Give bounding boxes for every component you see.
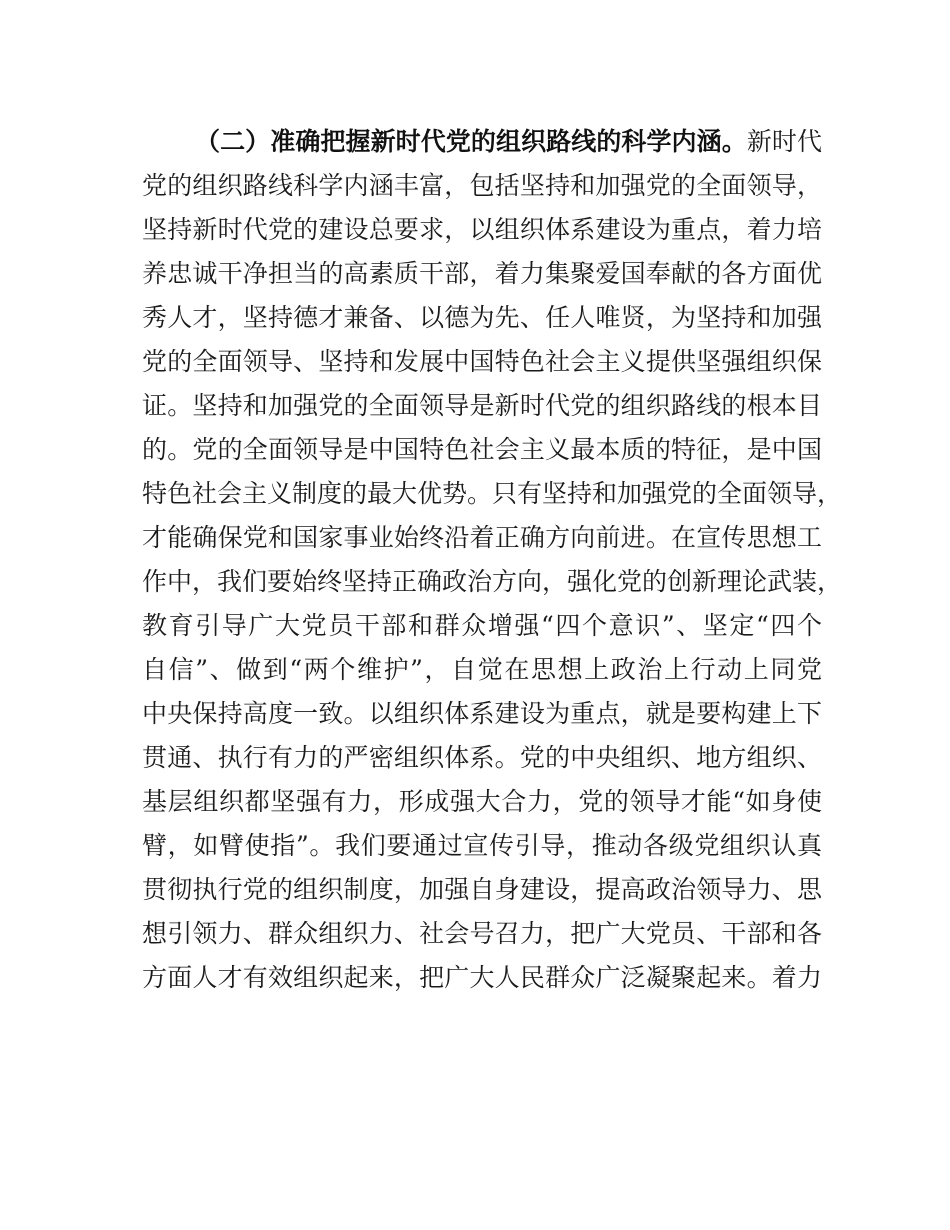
paragraph-line-9: 特色社会主义制度的最大优势。只有坚持和加强党的全面领导，: [142, 479, 843, 508]
paragraph-line-1: [195, 122, 822, 162]
paragraph-line-18: 贯彻执行党的组织制度，加强自身建设，提高政治领导力、思: [142, 875, 822, 904]
paragraph-line-10: 才能确保党和国家事业始终沿着正确方向前进。在宣传思想工: [142, 523, 822, 552]
paragraph-line-4: 养忠诚干净担当的高素质干部，着力集聚爱国奉献的各方面优: [142, 259, 822, 288]
paragraph-line-15: 贯通、执行有力的严密组织体系。党的中央组织、地方组织、: [142, 743, 822, 772]
paragraph-line-19: 想引领力、群众组织力、社会号召力，把广大党员、干部和各: [142, 919, 822, 948]
paragraph-line-14: 中央保持高度一致。以组织体系建设为重点，就是要构建上下: [142, 699, 822, 728]
paragraph-line-17: 臂，如臂使指”。我们要通过宣传引导，推动各级党组织认真: [142, 831, 822, 860]
paragraph-line-7: 证。坚持和加强党的全面领导是新时代党的组织路线的根本目: [142, 391, 822, 420]
line-text: 新时代: [746, 127, 822, 156]
paragraph-line-6: 党的全面领导、坚持和发展中国特色社会主义提供坚强组织保: [142, 347, 822, 376]
paragraph-line-2: 党的组织路线科学内涵丰富，包括坚持和加强党的全面领导，: [142, 171, 822, 200]
paragraph-line-5: 秀人才，坚持德才兼备、以德为先、任人唯贤，为坚持和加强: [142, 303, 822, 332]
paragraph-line-11: 作中，我们要始终坚持正确政治方向，强化党的创新理论武装，: [142, 567, 843, 596]
paragraph-line-3: 坚持新时代党的建设总要求，以组织体系建设为重点，着力培: [142, 215, 822, 244]
paragraph-line-20: 方面人才有效组织起来，把广大人民群众广泛凝聚起来。着力: [142, 963, 822, 992]
paragraph-line-8: 的。党的全面领导是中国特色社会主义最本质的特征，是中国: [142, 435, 822, 464]
paragraph-line-13: 自信”、做到“两个维护”，自觉在思想上政治上行动上同党: [142, 655, 822, 684]
paragraph-line-12: 教育引导广大党员干部和群众增强“四个意识”、坚定“四个: [142, 611, 822, 640]
paragraph-line-16: 基层组织都坚强有力，形成强大合力，党的领导才能“如身使: [142, 787, 822, 816]
section-heading: （二）准确把握新时代党的组织路线的科学内涵。: [195, 127, 747, 156]
